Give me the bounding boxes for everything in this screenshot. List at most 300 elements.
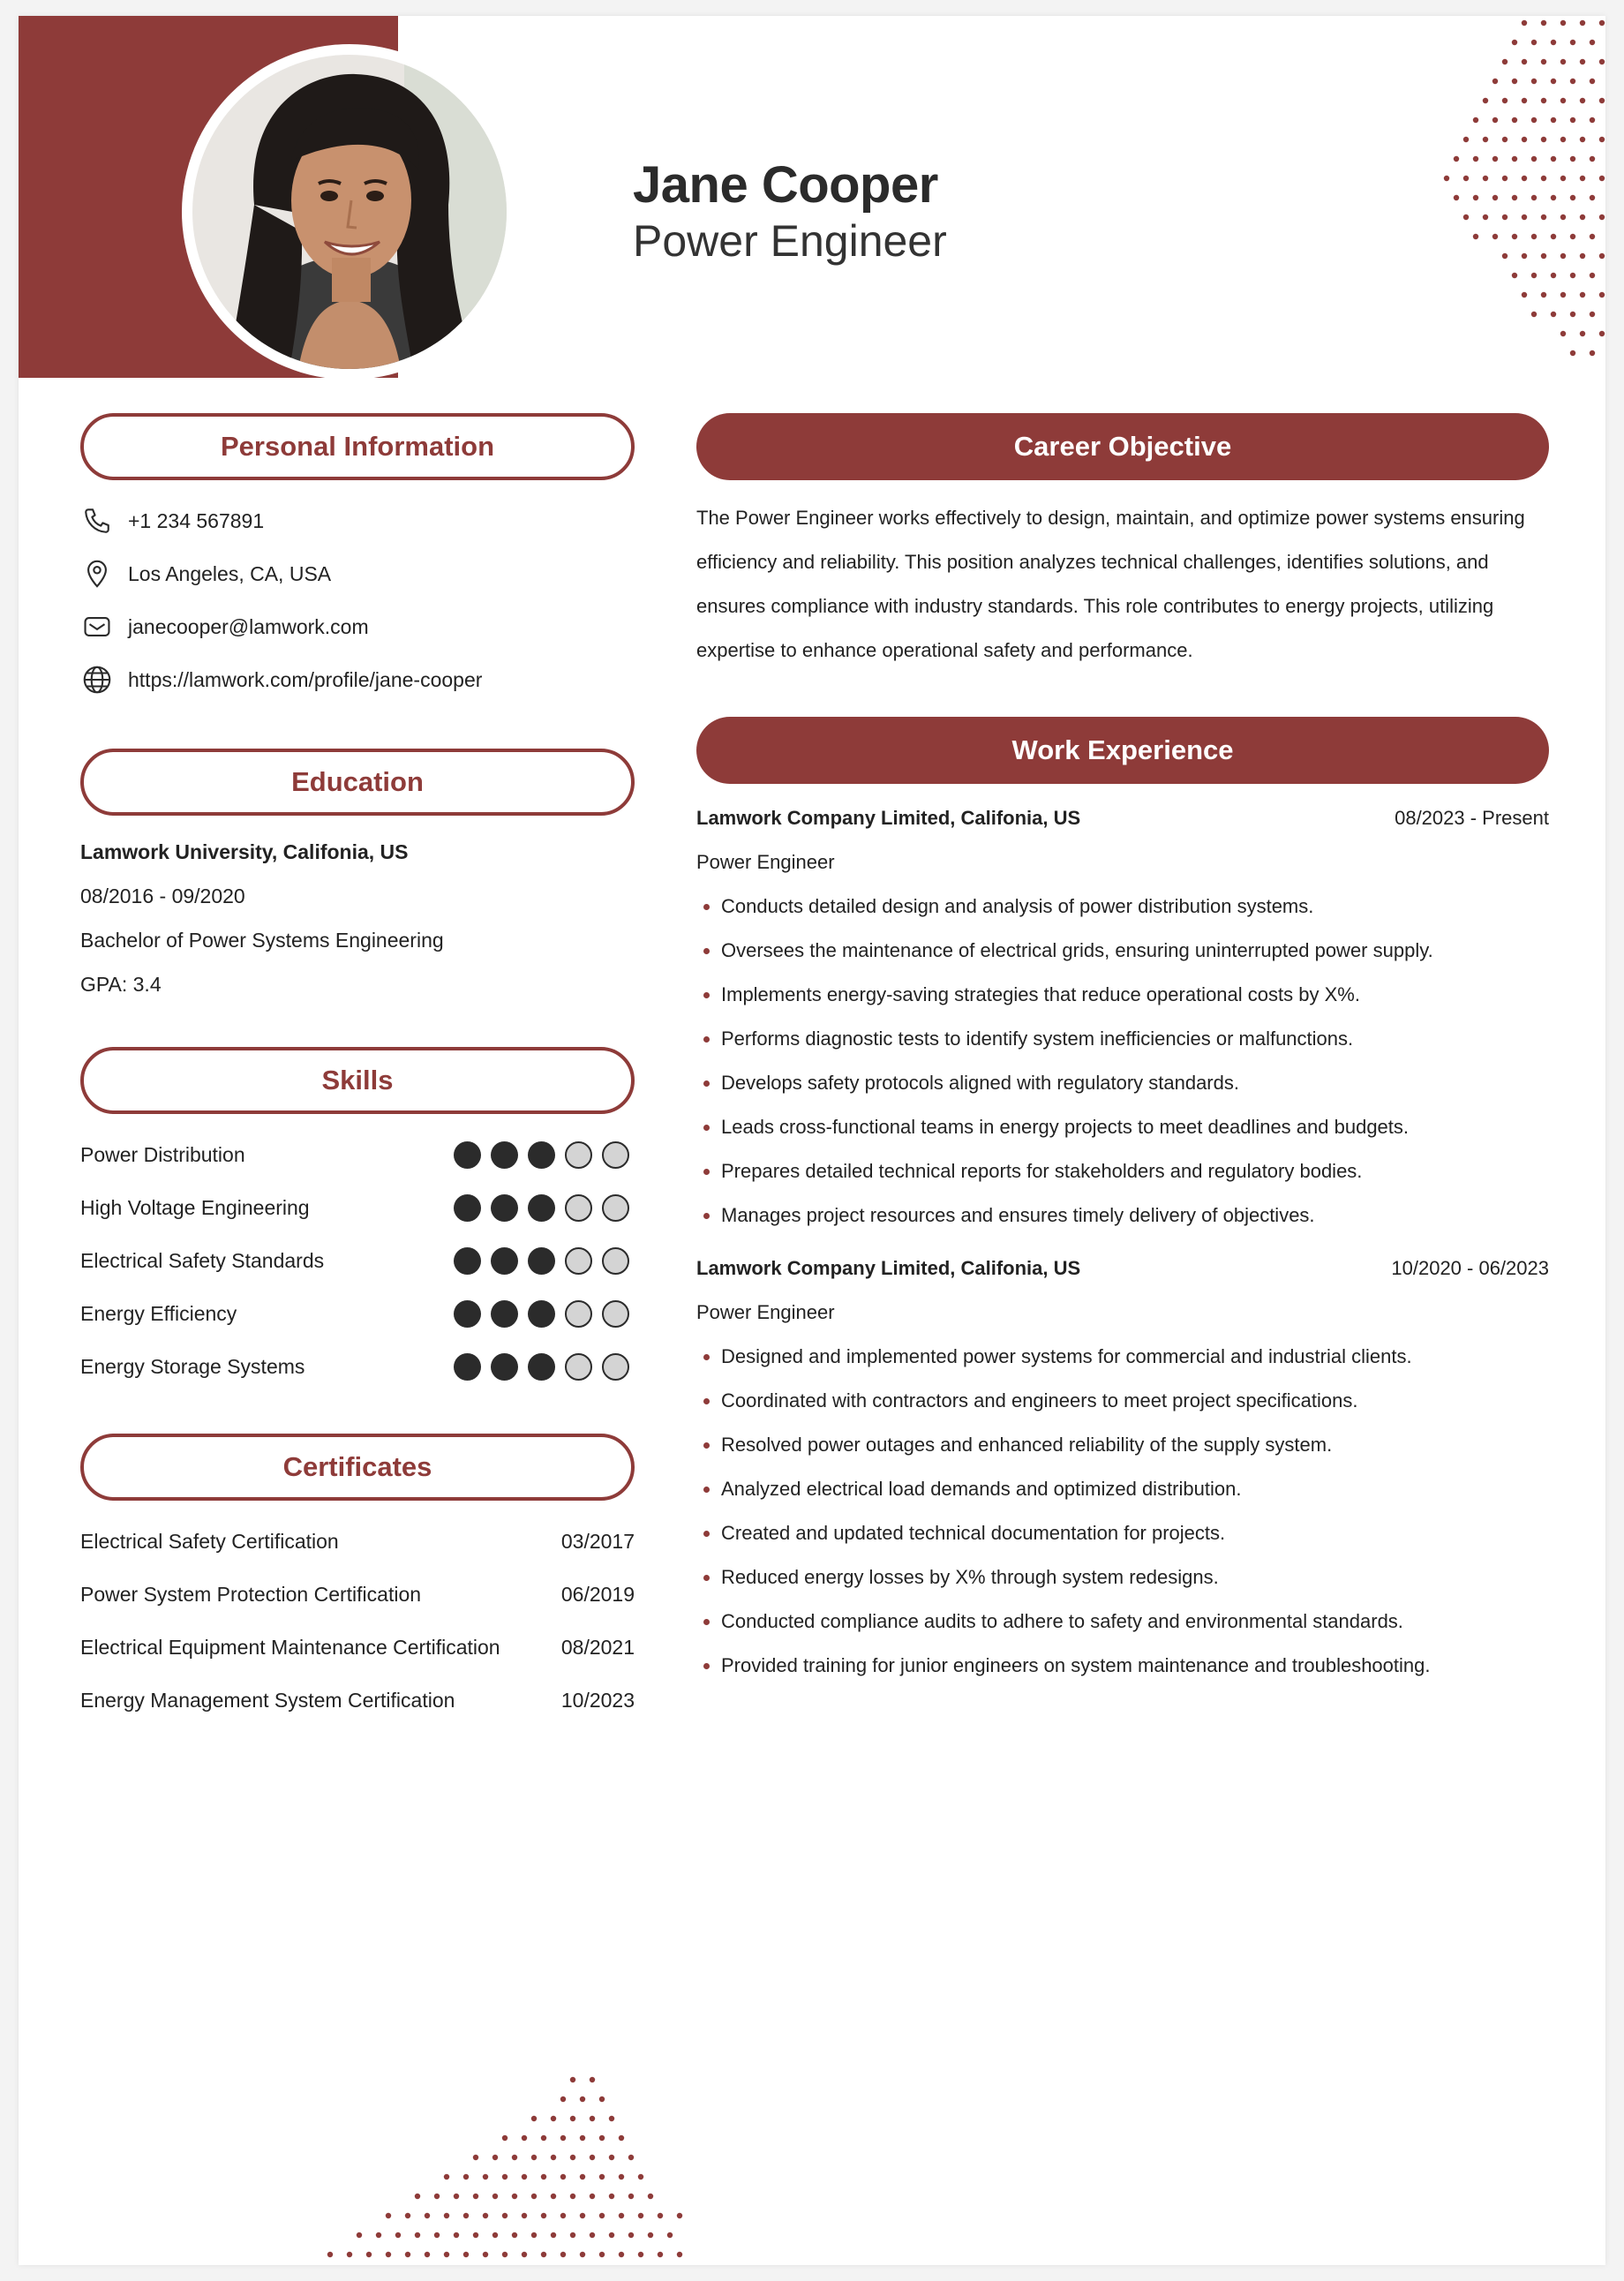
decorative-dot [357,2232,362,2238]
job-bullet: Manages project resources and ensures timely delivery of objectives. [696,1193,1549,1238]
decorative-dot [444,2213,449,2218]
decorative-dot [1483,176,1488,181]
rating-dot-empty [565,1300,592,1328]
decorative-dot [1512,156,1517,162]
decorative-dot [1522,253,1527,259]
decorative-dot [570,2194,575,2199]
decorative-dot [638,2213,643,2218]
decorative-dot [502,2252,508,2257]
decorative-dot [1560,137,1566,142]
decorative-dot [1590,273,1595,278]
decorative-dot [1522,98,1527,103]
certificate-name: Power System Protection Certification [80,1582,422,1606]
education-dates: 08/2016 - 09/2020 [80,885,245,907]
decorative-dot [327,2252,333,2257]
decorative-dot [376,2232,381,2238]
candidate-title: Power Engineer [633,216,947,266]
decorative-dot [1463,176,1469,181]
decorative-dot [512,2155,517,2160]
decorative-dot [1444,176,1449,181]
rating-dot-filled [454,1300,481,1328]
work-experience-list [696,796,1549,1688]
decorative-dot-pattern-top [1342,16,1605,369]
decorative-dot [609,2232,614,2238]
job-bullet: Coordinated with contractors and engineers to meet project specifications. [696,1379,1549,1423]
decorative-dot [1551,312,1556,317]
decorative-dot [415,2232,420,2238]
decorative-dot [1463,215,1469,220]
decorative-dot [1541,215,1546,220]
decorative-dot [1590,312,1595,317]
decorative-dot [473,2232,478,2238]
job-header [696,1246,1549,1291]
decorative-dot [1473,117,1478,123]
skill-rating [454,1194,629,1222]
left-column [80,413,635,1727]
decorative-dot [560,2174,566,2179]
decorative-dot [1599,253,1605,259]
decorative-dot [1570,79,1575,84]
decorative-dot [347,2252,352,2257]
decorative-dot [638,2252,643,2257]
decorative-dot [1580,137,1585,142]
decorative-dot [1531,234,1537,239]
decorative-dot [492,2232,498,2238]
decorative-dot [677,2252,682,2257]
certificate-row [80,1515,635,1568]
skill-row [80,1234,635,1287]
decorative-dot [541,2213,546,2218]
decorative-dot [1502,215,1507,220]
decorative-dot [1580,292,1585,297]
decorative-dot [1551,234,1556,239]
decorative-dot-pattern-bottom [274,2073,689,2265]
decorative-dot [541,2174,546,2179]
decorative-dot [1580,215,1585,220]
decorative-dot [1522,215,1527,220]
decorative-dot [1580,176,1585,181]
education-gpa: GPA: 3.4 [80,973,162,996]
decorative-dot [531,2194,537,2199]
decorative-dot [580,2213,585,2218]
job-bullets [696,885,1549,1238]
rating-dot-filled [491,1353,518,1381]
decorative-dot [1454,156,1459,162]
location-text: Los Angeles, CA, USA [128,561,332,585]
skill-rating [454,1353,629,1381]
decorative-dot [1599,215,1605,220]
decorative-dot [454,2194,459,2199]
job-bullet: Implements energy-saving strategies that reduce operational costs by X%. [696,973,1549,1017]
decorative-dot [405,2213,410,2218]
decorative-dot [512,2232,517,2238]
decorative-dot [531,2116,537,2121]
location-pin-icon [80,557,114,591]
job-bullets [696,1335,1549,1688]
rating-dot-empty [565,1141,592,1169]
decorative-dot [473,2155,478,2160]
decorative-dot [502,2213,508,2218]
decorative-dot [1492,117,1498,123]
decorative-dot [1522,176,1527,181]
education-entry [80,830,635,1006]
decorative-dot [609,2194,614,2199]
decorative-dot [1551,156,1556,162]
decorative-dot [551,2194,556,2199]
decorative-dot [628,2194,634,2199]
job-bullet: Oversees the maintenance of electrical grids, ensuring uninterrupted power supply. [696,929,1549,973]
decorative-dot [1551,273,1556,278]
decorative-dot [425,2252,430,2257]
decorative-dot [425,2213,430,2218]
decorative-dot [648,2194,653,2199]
decorative-dot [483,2213,488,2218]
rating-dot-filled [491,1141,518,1169]
skills-heading: Skills [80,1047,635,1114]
skill-name: Power Distribution [80,1142,245,1166]
skill-rating [454,1141,629,1169]
decorative-dot [512,2194,517,2199]
decorative-dot [1580,331,1585,336]
decorative-dot [1522,292,1527,297]
decorative-dot [590,2155,595,2160]
career-objective-text: The Power Engineer works effectively to design, maintain, and optimize power systems ensuring efficiency and reliability. This position analyzes technical challenges, identifies solutions, and ensures compliance with industry standards. This role contributes to energy projects, utilizing expertise to enhance operational safety and performance. [696,507,1525,661]
decorative-dot [560,2213,566,2218]
decorative-dot [590,2232,595,2238]
work-experience-heading: Work Experience [696,717,1549,784]
job-bullet: Resolved power outages and enhanced reliability of the supply system. [696,1423,1549,1467]
rating-dot-filled [528,1300,555,1328]
decorative-dot [619,2174,624,2179]
decorative-dot [541,2135,546,2141]
mail-icon [80,610,114,644]
job-bullet: Leads cross-functional teams in energy projects to meet deadlines and budgets. [696,1105,1549,1149]
decorative-dot [599,2097,605,2102]
decorative-dot [1502,59,1507,64]
rating-dot-empty [602,1141,629,1169]
decorative-dot [1560,98,1566,103]
decorative-dot [1599,59,1605,64]
decorative-dot [1580,20,1585,26]
decorative-dot [1570,234,1575,239]
decorative-dot [454,2232,459,2238]
decorative-dot [1522,59,1527,64]
decorative-dot [1541,98,1546,103]
decorative-dot [1512,117,1517,123]
decorative-dot [551,2232,556,2238]
contact-list [80,494,635,706]
rating-dot-empty [602,1353,629,1381]
decorative-dot [483,2252,488,2257]
skill-name: Electrical Safety Standards [80,1248,325,1272]
rating-dot-filled [454,1141,481,1169]
decorative-dot [1492,234,1498,239]
decorative-dot [628,2232,634,2238]
rating-dot-empty [602,1300,629,1328]
decorative-dot [677,2213,682,2218]
decorative-dot [1570,312,1575,317]
decorative-dot [1522,20,1527,26]
contact-email [80,600,635,653]
certificate-name: Electrical Equipment Maintenance Certification [80,1635,500,1659]
certificate-date: 06/2019 [560,1582,635,1606]
decorative-dot [1580,253,1585,259]
decorative-dot [405,2252,410,2257]
decorative-dot [1483,98,1488,103]
skills-list [80,1128,635,1393]
decorative-dot [1590,117,1595,123]
job-bullet: Conducted compliance audits to adhere to safety and environmental standards. [696,1600,1549,1644]
job-bullet: Analyzed electrical load demands and optimized distribution. [696,1467,1549,1511]
rating-dot-filled [491,1300,518,1328]
education-heading: Education [80,749,635,816]
decorative-dot [434,2194,440,2199]
decorative-dot [1560,20,1566,26]
decorative-dot [1599,331,1605,336]
decorative-dot [667,2232,673,2238]
decorative-dot [638,2174,643,2179]
decorative-dot [1473,195,1478,200]
decorative-dot [1590,195,1595,200]
decorative-dot [560,2135,566,2141]
decorative-dot [1531,273,1537,278]
decorative-dot [1502,98,1507,103]
decorative-dot [1531,156,1537,162]
decorative-dot [1590,156,1595,162]
job-header [696,796,1549,840]
skill-name: Energy Efficiency [80,1301,237,1325]
decorative-dot [483,2174,488,2179]
decorative-dot [1502,253,1507,259]
decorative-dot [609,2155,614,2160]
decorative-dot [1492,79,1498,84]
decorative-dot [1512,273,1517,278]
rating-dot-empty [602,1194,629,1222]
decorative-dot [1560,176,1566,181]
skill-row [80,1287,635,1340]
certificates-heading: Certificates [80,1434,635,1501]
certificate-name: Electrical Safety Certification [80,1529,339,1553]
decorative-dot [570,2155,575,2160]
decorative-dot [1551,195,1556,200]
decorative-dot [580,2135,585,2141]
contact-location [80,547,635,600]
decorative-dot [570,2232,575,2238]
resume-page [19,16,1605,2265]
decorative-dot [599,2174,605,2179]
decorative-dot [1570,156,1575,162]
decorative-dot [1531,40,1537,45]
decorative-dot [599,2252,605,2257]
decorative-dot [1473,156,1478,162]
decorative-dot [1570,40,1575,45]
decorative-dot [1551,40,1556,45]
decorative-dot [1473,234,1478,239]
certificate-name: Energy Management System Certification [80,1688,455,1712]
decorative-dot [1541,20,1546,26]
decorative-dot [1599,98,1605,103]
decorative-dot [1541,292,1546,297]
skill-name: Energy Storage Systems [80,1354,305,1378]
decorative-dot [1551,79,1556,84]
decorative-dot [570,2077,575,2082]
decorative-dot [522,2174,527,2179]
candidate-name: Jane Cooper [633,156,938,214]
rating-dot-empty [602,1247,629,1275]
phone-text[interactable]: +1 234 567891 [128,508,265,532]
decorative-dot [619,2213,624,2218]
decorative-dot [531,2232,537,2238]
decorative-dot [1531,79,1537,84]
skill-row [80,1340,635,1393]
decorative-dot [1502,137,1507,142]
decorative-dot [522,2135,527,2141]
right-column [696,413,1549,1688]
job-company: Lamwork Company Limited, Califonia, US [696,807,1081,829]
decorative-dot [609,2116,614,2121]
decorative-dot [599,2213,605,2218]
job-bullet: Provided training for junior engineers on system maintenance and troubleshooting. [696,1644,1549,1688]
rating-dot-filled [528,1247,555,1275]
decorative-dot [463,2252,469,2257]
decorative-dot [658,2213,663,2218]
decorative-dot [1590,350,1595,356]
skill-rating [454,1300,629,1328]
job-company: Lamwork Company Limited, Califonia, US [696,1257,1081,1279]
decorative-dot [1599,292,1605,297]
profile-photo [192,55,507,369]
decorative-dot [1599,20,1605,26]
job-role: Power Engineer [696,851,835,873]
job-entry [696,796,1549,1238]
certificates-list [80,1515,635,1727]
decorative-dot [619,2252,624,2257]
decorative-dot [473,2194,478,2199]
email-text[interactable]: janecooper@lamwork.com [128,614,369,638]
decorative-dot [1570,273,1575,278]
skill-rating [454,1247,629,1275]
decorative-dot [366,2252,372,2257]
rating-dot-filled [491,1194,518,1222]
certificate-date: 03/2017 [560,1529,635,1553]
decorative-dot [1531,195,1537,200]
education-degree: Bachelor of Power Systems Engineering [80,929,444,952]
job-bullet: Conducts detailed design and analysis of power distribution systems. [696,885,1549,929]
decorative-dot [1570,195,1575,200]
decorative-dot [463,2174,469,2179]
website-link[interactable]: https://lamwork.com/profile/jane-cooper [128,667,483,691]
job-role: Power Engineer [696,1301,835,1323]
decorative-dot [551,2116,556,2121]
education-school: Lamwork University, Califonia, US [80,840,409,863]
decorative-dot [1454,195,1459,200]
decorative-dot [1560,292,1566,297]
job-bullet: Develops safety protocols aligned with regulatory standards. [696,1061,1549,1105]
decorative-dot [1483,137,1488,142]
decorative-dot [580,2174,585,2179]
job-bullet: Designed and implemented power systems for commercial and industrial clients. [696,1335,1549,1379]
decorative-dot [531,2155,537,2160]
decorative-dot [1560,253,1566,259]
decorative-dot [560,2097,566,2102]
decorative-dot [551,2155,556,2160]
decorative-dot [541,2252,546,2257]
rating-dot-filled [454,1353,481,1381]
certificate-row [80,1568,635,1621]
skill-row [80,1128,635,1181]
decorative-dot [1590,234,1595,239]
decorative-dot [628,2155,634,2160]
job-bullet: Performs diagnostic tests to identify system inefficiencies or malfunctions. [696,1017,1549,1061]
rating-dot-filled [454,1247,481,1275]
decorative-dot [1580,98,1585,103]
rating-dot-filled [528,1141,555,1169]
decorative-dot [1599,176,1605,181]
decorative-dot [580,2252,585,2257]
job-dates: 08/2023 - Present [1395,807,1549,829]
decorative-dot [395,2232,401,2238]
decorative-dot [386,2213,391,2218]
decorative-dot [1590,79,1595,84]
decorative-dot [502,2174,508,2179]
rating-dot-filled [528,1194,555,1222]
certificate-date: 10/2023 [560,1688,635,1712]
decorative-dot [560,2252,566,2257]
skill-row [80,1181,635,1234]
decorative-dot [1502,176,1507,181]
rating-dot-filled [491,1247,518,1275]
job-bullet: Prepares detailed technical reports for stakeholders and regulatory bodies. [696,1149,1549,1193]
job-bullet: Reduced energy losses by X% through system redesigns. [696,1555,1549,1600]
contact-phone [80,494,635,547]
decorative-dot [502,2135,508,2141]
decorative-dot [386,2252,391,2257]
decorative-dot [1512,234,1517,239]
decorative-dot [1541,137,1546,142]
decorative-dot [1512,79,1517,84]
decorative-dot [444,2174,449,2179]
decorative-dot [415,2194,420,2199]
certificate-row [80,1674,635,1727]
decorative-dot [1531,312,1537,317]
contact-website [80,653,635,706]
job-bullet: Created and updated technical documentation for projects. [696,1511,1549,1555]
decorative-dot [1560,215,1566,220]
phone-icon [80,504,114,538]
rating-dot-empty [565,1194,592,1222]
decorative-dot [434,2232,440,2238]
globe-icon [80,663,114,696]
decorative-dot [492,2194,498,2199]
profile-photo-frame [182,44,517,380]
decorative-dot [1590,40,1595,45]
decorative-dot [1570,350,1575,356]
decorative-dot [599,2135,605,2141]
decorative-dot [1492,195,1498,200]
decorative-dot [1512,40,1517,45]
decorative-dot [619,2135,624,2141]
job-dates: 10/2020 - 06/2023 [1391,1257,1549,1279]
decorative-dot [1560,331,1566,336]
decorative-dot [1522,137,1527,142]
decorative-dot [658,2252,663,2257]
rating-dot-filled [454,1194,481,1222]
decorative-dot [492,2155,498,2160]
decorative-dot [1570,117,1575,123]
decorative-dot [463,2213,469,2218]
decorative-dot [1541,253,1546,259]
decorative-dot [522,2213,527,2218]
